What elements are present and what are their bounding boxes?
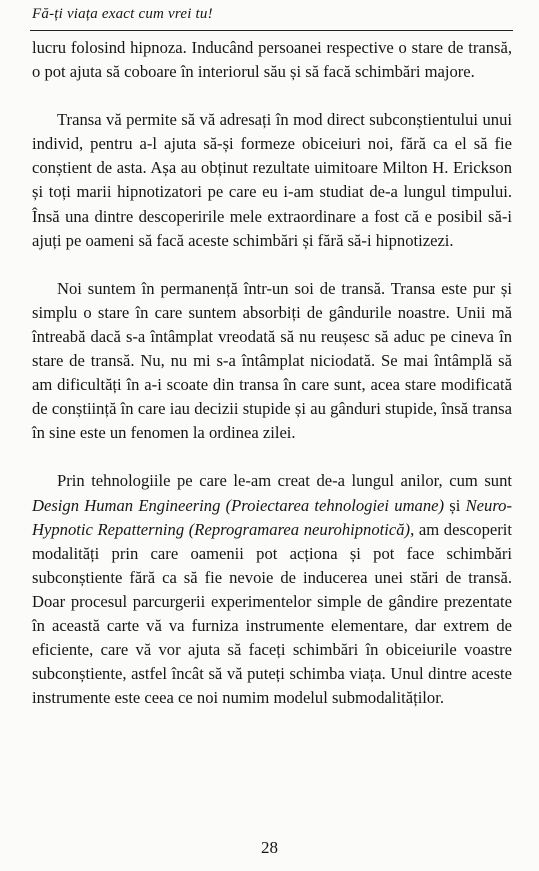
header-rule bbox=[30, 30, 513, 31]
paragraph-trance-subconscious: Transa vă permite să vă adresați în mod direct subconștientului unui individ, pentru a-l ajuta să-și formeze obiceiuri noi, fără ca el să fie conștient de asta. Așa au obținut rezultate uimitoare Milton H. Erickson și toți marii hipnotizatori pe care eu i-am studiat de-a lungul timpului. Însă una dintre descoperirile mele extraordinare a fost că e posibil să-i ajuți pe oameni să facă aceste schimbări și fără să-i hipnotizezi. bbox=[32, 110, 512, 250]
book-title-nhr: Neuro-Hypnotic Repatterning (Reprogramarea neurohipnotică) bbox=[32, 495, 512, 539]
paragraph-continued: lucru folosind hipnoza. Inducând persoanei respective o stare de transă, o pot ajuta să coboare în interiorul său și să facă schimbări majore. bbox=[32, 38, 512, 82]
book-title-dhe: Design Human Engineering (Proiectarea tehnologiei umane) bbox=[32, 495, 445, 515]
page-number: 28 bbox=[261, 838, 278, 857]
paragraph-technologies-intro: Prin tehnologiile pe care le-am creat de-a lungul anilor, cum sunt bbox=[57, 471, 512, 491]
paragraph-technologies bbox=[32, 469, 512, 710]
paragraph-permanent-trance: Noi suntem în permanență într-un soi de transă. Transa este pur și simplu o stare în care suntem absorbiți de gândurile noastre. Unii mă întreabă dacă s-a întâmplat vreodată să nu reușesc să aduc pe cineva în stare de transă. Nu, nu mi s-a întâmplat niciodată. Se mai întâmplă să am dificultăți în a-i scoate din transa în care sunt, acea stare modificată de conștiință în care iau decizii stupide și au gânduri stupide, însă transa în sine este un fenomen la ordinea zilei. bbox=[32, 278, 512, 443]
paragraph-technologies-rest: , am descoperit modalități prin care oamenii pot acționa și pot face schimbări subconștiente fără ca să fie nevoie de inducerea unei stări de transă. Doar procesul parcurgerii experimentelor simple de gândire prezentate în această carte vă va furniza instrumente elementare, dar extrem de eficiente, care vă vor ajuta să faceți schimbări în obiceiurile voastre subconștiente, astfel încât să vă puteți schimba viața. Unul dintre aceste instrumente este ceea ce noi numim modelul submodalităților. bbox=[32, 519, 512, 708]
paragraph-technologies-conjunction: și bbox=[444, 495, 466, 515]
running-head: Fă-ți viața exact cum vrei tu! bbox=[32, 6, 213, 22]
body-text bbox=[32, 36, 512, 710]
